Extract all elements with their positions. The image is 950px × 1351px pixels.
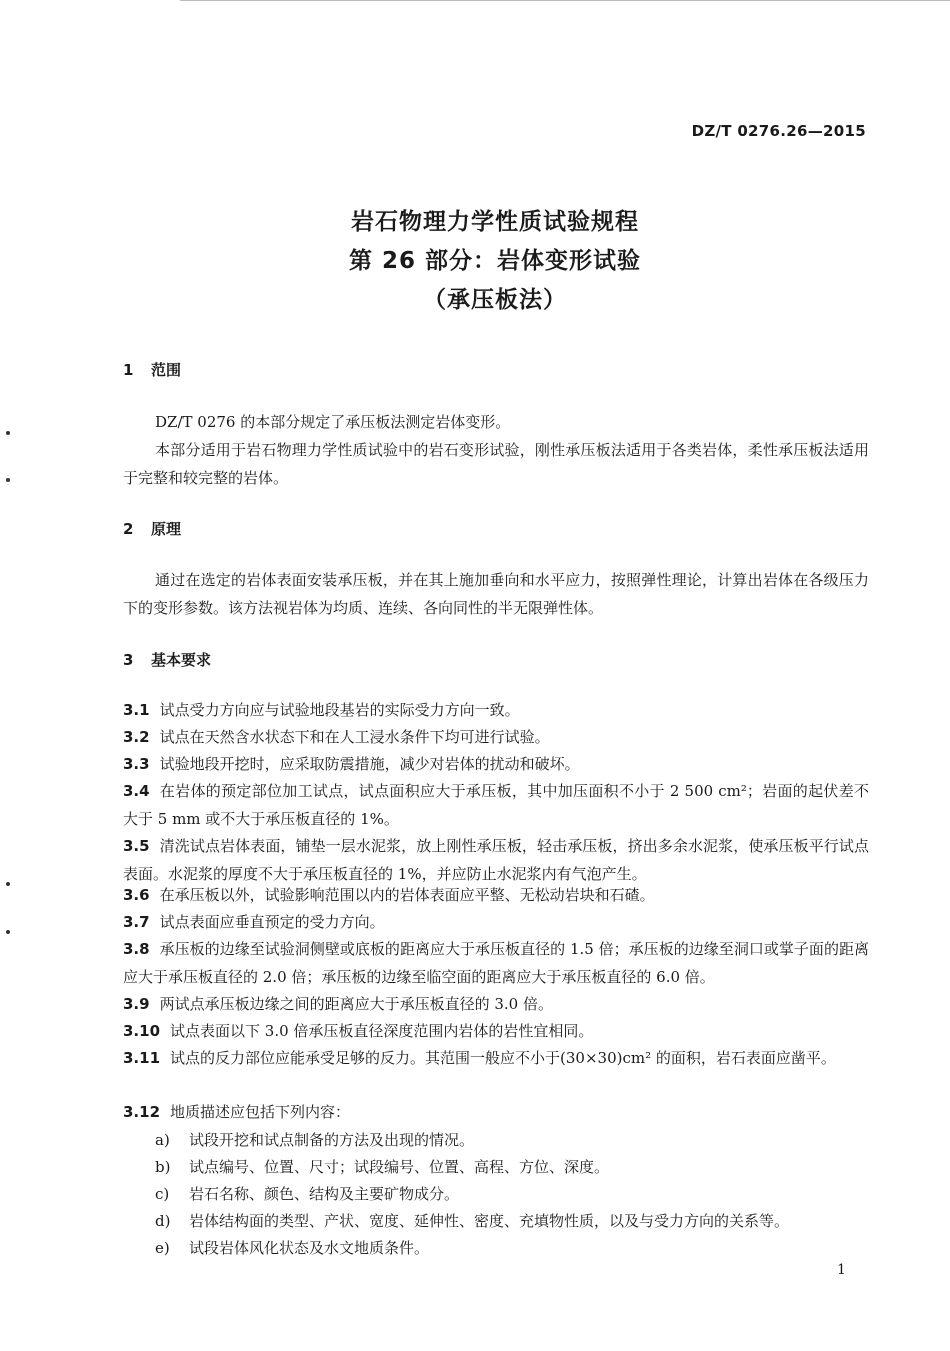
clause-number: 3.1 <box>123 701 150 719</box>
scan-margin-mark <box>6 478 10 482</box>
list-item-e <box>155 1234 429 1262</box>
list-item-text: 试段开挖和试点制备的方法及出现的情况。 <box>189 1131 475 1149</box>
clause-text: 清洗试点岩体表面，铺垫一层水泥浆，放上刚性承压板，轻击承压板，挤出多余水泥浆，使承压板平行试点表面。水泥浆的厚度不大于承压板直径的 1%，并应防止水泥浆内有气泡产生。 <box>123 837 869 883</box>
clause-3-10 <box>123 1018 869 1046</box>
clause-3-9 <box>123 991 869 1019</box>
list-item-label: d) <box>155 1212 171 1230</box>
clause-text: 试验地段开挖时，应采取防震措施，减少对岩体的扰动和破坏。 <box>159 755 580 773</box>
clause-3-7 <box>123 909 869 937</box>
clause-text: 在岩体的预定部位加工试点，试点面积应大于承压板，其中加压面积不小于 2 500 cm²；岩面的起伏差不大于 5 mm 或不大于承压板直径的 1%。 <box>123 782 869 828</box>
list-item-label: b) <box>155 1158 171 1176</box>
clause-number: 3.5 <box>123 837 150 855</box>
scan-top-edge <box>180 0 950 1</box>
list-item-text: 岩体结构面的类型、产状、宽度、延伸性、密度、充填物性质，以及与受力方向的关系等。 <box>189 1212 790 1230</box>
list-item-c <box>155 1180 459 1208</box>
section-title: 范围 <box>151 361 182 379</box>
scan-margin-mark <box>6 431 10 435</box>
clause-3-5 <box>123 833 869 888</box>
list-item-b <box>155 1153 609 1181</box>
clause-number: 3.8 <box>123 940 150 958</box>
clause-number: 3.10 <box>123 1022 161 1040</box>
page-number: 1 <box>837 1262 846 1278</box>
clause-text: 承压板的边缘至试验洞侧壁或底板的距离应大于承压板直径的 1.5 倍；承压板的边缘至洞口或掌子面的距离应大于承压板直径的 2.0 倍；承压板的边缘至临空面的距离应大于承压板直径的 6.0 倍。 <box>123 940 869 986</box>
clause-number: 3.9 <box>123 995 150 1013</box>
clause-text: 在承压板以外，试验影响范围以内的岩体表面应平整、无松动岩块和石碴。 <box>159 886 655 904</box>
clause-3-1 <box>123 697 869 725</box>
section-number: 2 <box>123 520 134 538</box>
document-method: （承压板法） <box>423 287 567 313</box>
paragraph: 本部分适用于岩石物理力学性质试验中的岩石变形试验，刚性承压板法适用于各类岩体，柔性承压板法适用于完整和较完整的岩体。 <box>123 441 869 487</box>
clause-3-6 <box>123 882 869 910</box>
clause-3-2 <box>123 724 869 752</box>
clause-3-12 <box>123 1099 869 1127</box>
list-item-label: a) <box>155 1131 170 1149</box>
clause-number: 3.3 <box>123 755 150 773</box>
clause-text: 试点表面以下 3.0 倍承压板直径深度范围内岩体的岩性宜相同。 <box>170 1022 594 1040</box>
clause-3-4 <box>123 778 869 833</box>
clause-text: 两试点承压板边缘之间的距离应大于承压板直径的 3.0 倍。 <box>159 995 553 1013</box>
section-heading-principle <box>123 518 181 539</box>
list-item-text: 岩石名称、颜色、结构及主要矿物成分。 <box>189 1185 460 1203</box>
clause-3-8 <box>123 936 869 991</box>
list-item-label: e) <box>155 1239 170 1257</box>
clause-text: 试点表面应垂直预定的受力方向。 <box>159 913 385 931</box>
clause-text: 试点的反力部位应能承受足够的反力。其范围一般应不小于(30×30)cm² 的面积，岩石表面应凿平。 <box>170 1049 836 1067</box>
standard-code: DZ/T 0276.26—2015 <box>691 122 866 140</box>
clause-number: 3.11 <box>123 1049 161 1067</box>
document-subtitle: 第 26 部分：岩体变形试验 <box>348 248 642 274</box>
section-number: 1 <box>123 361 134 379</box>
clause-number: 3.4 <box>123 782 150 800</box>
clause-number: 3.6 <box>123 886 150 904</box>
section-number: 3 <box>123 651 134 669</box>
list-item-d <box>155 1207 789 1235</box>
list-item-text: 试段岩体风化状态及水文地质条件。 <box>189 1239 430 1257</box>
clause-text: 地质描述应包括下列内容： <box>170 1103 351 1121</box>
clause-text: 试点受力方向应与试验地段基岩的实际受力方向一致。 <box>159 701 520 719</box>
section-heading-requirements <box>123 649 211 670</box>
document-title: 岩石物理力学性质试验规程 <box>351 209 639 235</box>
paragraph: DZ/T 0276 的本部分规定了承压板法测定岩体变形。 <box>155 413 511 431</box>
section-title: 基本要求 <box>151 651 212 669</box>
clause-number: 3.7 <box>123 913 150 931</box>
clause-3-3 <box>123 751 869 779</box>
scan-margin-mark <box>6 882 10 886</box>
clause-3-11 <box>123 1045 869 1073</box>
list-item-label: c) <box>155 1185 170 1203</box>
clause-number: 3.12 <box>123 1103 161 1121</box>
scan-margin-mark <box>6 930 10 934</box>
clause-text: 试点在天然含水状态下和在人工浸水条件下均可进行试验。 <box>159 728 550 746</box>
section-heading-scope <box>123 359 181 380</box>
paragraph: 通过在选定的岩体表面安装承压板，并在其上施加垂向和水平应力，按照弹性理论，计算出岩体在各级压力下的变形参数。该方法视岩体为均质、连续、各向同性的半无限弹性体。 <box>123 571 869 617</box>
clause-number: 3.2 <box>123 728 150 746</box>
list-item-a <box>155 1126 474 1154</box>
section-title: 原理 <box>151 520 182 538</box>
list-item-text: 试点编号、位置、尺寸；试段编号、位置、高程、方位、深度。 <box>189 1158 610 1176</box>
